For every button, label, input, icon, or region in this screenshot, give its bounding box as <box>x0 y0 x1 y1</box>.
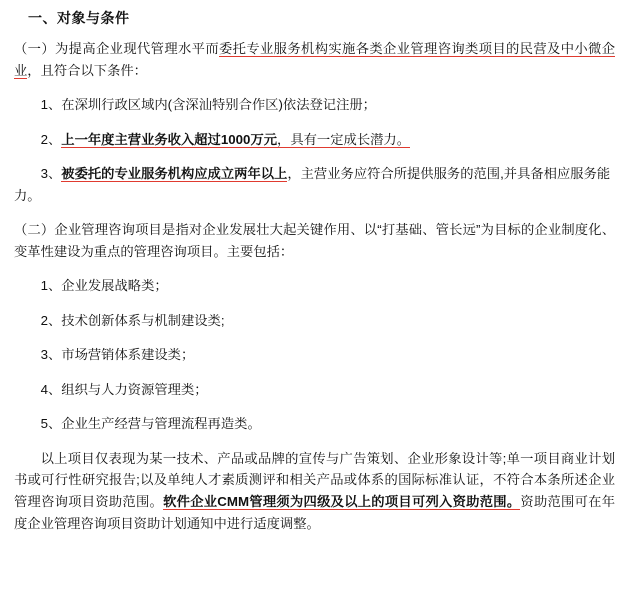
closing-part1: 以上项目仅表现为某一技术、产品或品牌的宣传与广告策划、企业形象设计等;单一项目商业计划书或可行性研究报告;以及单纯人才素质测评和相关产品或体系的国际标准认证，不符合本条所述企业管理咨询项目资助范围。 <box>14 450 615 509</box>
condition-2 <box>14 129 615 151</box>
page-title: 一、对象与条件 <box>28 10 130 26</box>
category-4: 4、组织与人力资源管理类； <box>40 381 208 397</box>
category-5: 5、企业生产经营与管理流程再造类。 <box>40 416 261 432</box>
category-3: 3、市场营销体系建设类； <box>40 347 195 363</box>
section-one-prefix: （一）为提高企业现代管理水平而 <box>14 41 220 56</box>
condition-2-number: 2、 <box>40 131 62 147</box>
section-one-suffix: ，且符合以下条件： <box>27 62 147 78</box>
section-one-paragraph <box>14 38 615 81</box>
closing-underlined: 软件企业CMM管理须为四级及以上的项目可列入资助范围。 <box>163 493 521 509</box>
section-two-paragraph: （二）企业管理咨询项目是指对企业发展壮大起关键作用、以“打基础、管长远”为目标的企业制度化、变革性建设为重点的管理咨询项目。主要包括： <box>14 222 615 259</box>
condition-3-underlined: 被委托的专业服务机构应成立两年以上 <box>61 166 288 182</box>
condition-1 <box>14 94 615 116</box>
condition-1-text: 在深圳行政区域内(含深汕特别合作区)依法登记注册； <box>61 97 376 113</box>
condition-3-number: 3、 <box>40 166 62 182</box>
condition-3-tail: ，主营业务应符合所提供服务的范围,并具备相应服务能力。 <box>14 166 611 203</box>
condition-2-underlined: 上一年度主营业务收入超过1000万元 <box>61 131 278 147</box>
closing-part2: 资助范围可在年度企业管理咨询项目资助计划通知中进行适度调整。 <box>14 493 616 531</box>
condition-3 <box>14 163 615 206</box>
category-2: 2、技术创新体系与机制建设类; <box>40 312 225 328</box>
condition-2-tail: ，具有一定成长潜力。 <box>277 131 411 147</box>
condition-1-number: 1、 <box>40 97 62 113</box>
closing-paragraph <box>14 448 615 534</box>
category-1: 1、企业发展战略类； <box>40 278 168 294</box>
section-one-underlined: 委托专业服务机构实施各类企业管理咨询类项目的民营及中小微企业 <box>14 41 616 78</box>
